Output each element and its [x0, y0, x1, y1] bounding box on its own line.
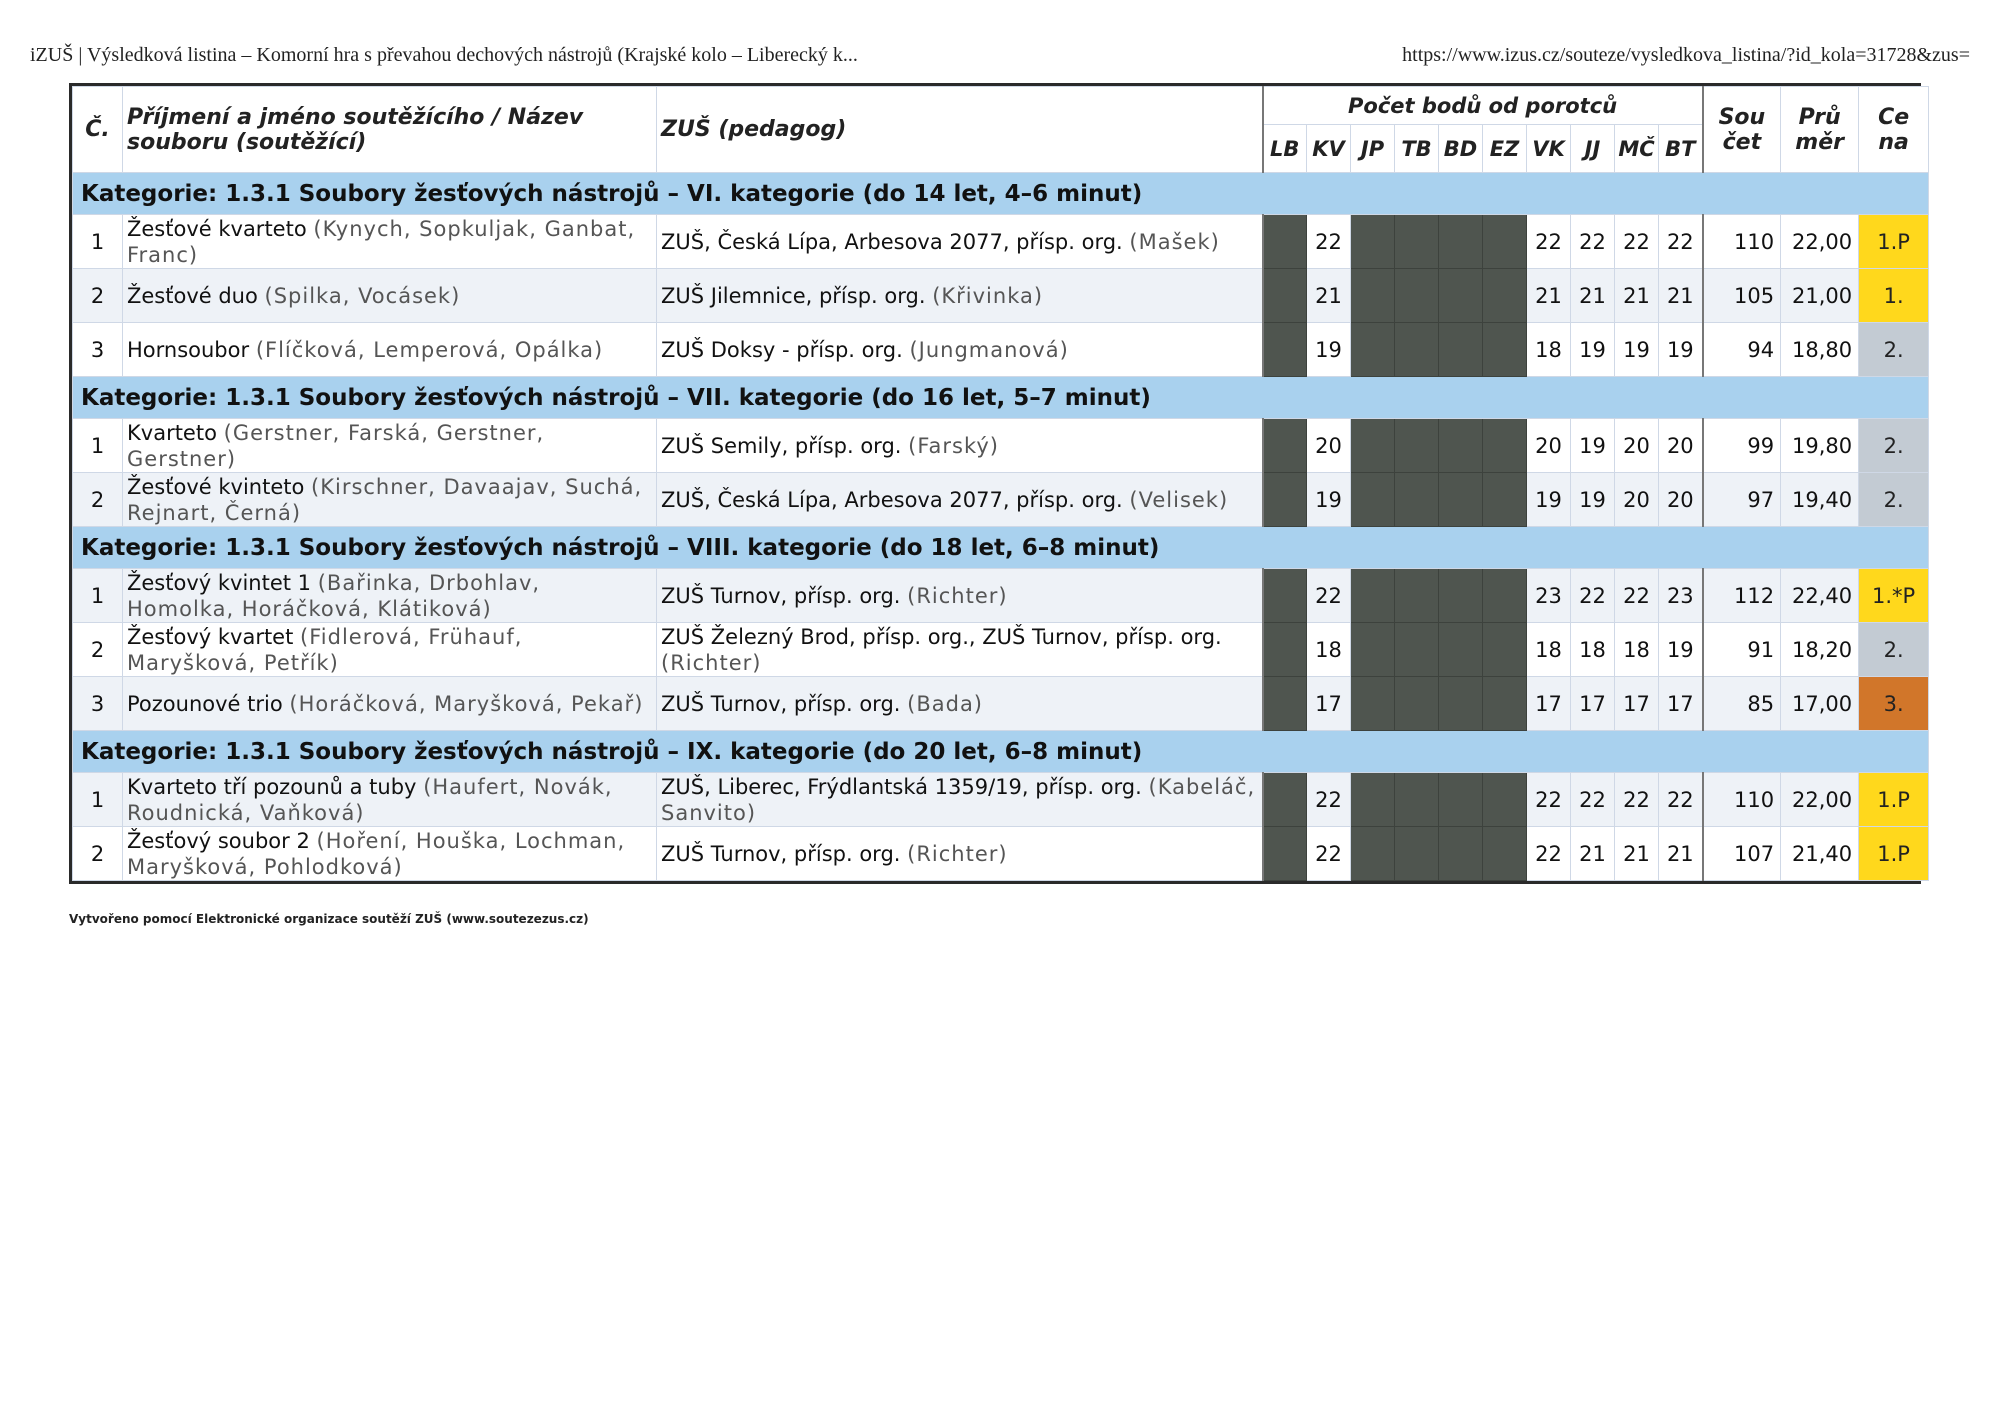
ensemble-members: (Gerstner, Farská, Gerstner, Gerstner) — [127, 420, 545, 471]
juror-score-blank — [1263, 215, 1307, 269]
col-header-jury-group: Počet bodů od porotců — [1263, 87, 1703, 125]
juror-score: 23 — [1659, 569, 1703, 623]
juror-score: 21 — [1615, 827, 1659, 881]
juror-score-blank — [1483, 677, 1527, 731]
juror-score-blank — [1439, 419, 1483, 473]
juror-score-blank — [1351, 773, 1395, 827]
school-name: ZUŠ Doksy - přísp. org. — [661, 337, 903, 362]
col-header-prize: Ce na — [1859, 87, 1929, 173]
prize-badge: 1.P — [1859, 827, 1929, 881]
teacher-name: (Mašek) — [1129, 229, 1220, 254]
score-average: 19,40 — [1781, 473, 1859, 527]
table-body — [73, 173, 1929, 881]
school-cell — [657, 827, 1263, 881]
school-name: ZUŠ, Liberec, Frýdlantská 1359/19, přísp. org. — [661, 774, 1142, 799]
juror-header: BT — [1659, 125, 1703, 173]
juror-score-blank — [1351, 677, 1395, 731]
juror-score-blank — [1263, 623, 1307, 677]
entry-name-cell — [123, 269, 657, 323]
entry-name-cell — [123, 473, 657, 527]
table-row — [73, 323, 1929, 377]
juror-score-blank — [1395, 269, 1439, 323]
category-title: Kategorie: 1.3.1 Soubory žesťových nástrojů – IX. kategorie (do 20 let, 6–8 minut) — [73, 731, 1929, 773]
juror-score: 22 — [1571, 215, 1615, 269]
prize-badge: 2. — [1859, 473, 1929, 527]
entry-number: 1 — [73, 419, 123, 473]
juror-header: MČ — [1615, 125, 1659, 173]
ensemble-name: Žesťový soubor 2 — [127, 828, 310, 853]
juror-score: 22 — [1527, 773, 1571, 827]
prize-badge: 1. — [1859, 269, 1929, 323]
school-name: ZUŠ Jilemnice, přísp. org. — [661, 283, 926, 308]
prize-badge: 2. — [1859, 419, 1929, 473]
ensemble-members: (Spilka, Vocásek) — [264, 283, 461, 308]
score-sum: 112 — [1703, 569, 1781, 623]
juror-score: 19 — [1527, 473, 1571, 527]
score-average: 22,00 — [1781, 773, 1859, 827]
category-row — [73, 731, 1929, 773]
juror-score-blank — [1483, 323, 1527, 377]
entry-name-cell — [123, 773, 657, 827]
juror-score: 17 — [1659, 677, 1703, 731]
ensemble-name: Žesťové kvinteto — [127, 474, 305, 499]
juror-header: JJ — [1571, 125, 1615, 173]
juror-score: 20 — [1615, 473, 1659, 527]
teacher-name: (Richter) — [907, 841, 1008, 866]
juror-score-blank — [1351, 215, 1395, 269]
entry-number: 1 — [73, 215, 123, 269]
school-cell — [657, 419, 1263, 473]
juror-score-blank — [1483, 569, 1527, 623]
prize-badge: 1.P — [1859, 773, 1929, 827]
table-row — [73, 569, 1929, 623]
school-name: ZUŠ, Česká Lípa, Arbesova 2077, přísp. org. — [661, 229, 1123, 254]
ensemble-name: Žesťový kvintet 1 — [127, 570, 312, 595]
table-row — [73, 473, 1929, 527]
ensemble-name: Kvarteto tří pozounů a tuby — [127, 774, 417, 799]
juror-score-blank — [1439, 569, 1483, 623]
score-sum: 97 — [1703, 473, 1781, 527]
juror-score: 21 — [1615, 269, 1659, 323]
juror-score-blank — [1263, 677, 1307, 731]
juror-score: 20 — [1615, 419, 1659, 473]
teacher-name: (Jungmanová) — [909, 337, 1069, 362]
school-name: ZUŠ Turnov, přísp. org. — [661, 583, 901, 608]
juror-score-blank — [1351, 473, 1395, 527]
juror-score: 21 — [1571, 827, 1615, 881]
juror-score-blank — [1395, 623, 1439, 677]
school-cell — [657, 773, 1263, 827]
entry-number: 2 — [73, 623, 123, 677]
score-average: 21,40 — [1781, 827, 1859, 881]
juror-score-blank — [1483, 215, 1527, 269]
juror-score-blank — [1483, 473, 1527, 527]
juror-score-blank — [1439, 677, 1483, 731]
juror-score: 21 — [1659, 827, 1703, 881]
juror-score: 22 — [1571, 773, 1615, 827]
score-average: 21,00 — [1781, 269, 1859, 323]
table-row — [73, 215, 1929, 269]
score-average: 17,00 — [1781, 677, 1859, 731]
prize-badge: 1.*P — [1859, 569, 1929, 623]
teacher-name: (Křivinka) — [932, 283, 1044, 308]
juror-score: 17 — [1307, 677, 1351, 731]
juror-score: 19 — [1307, 473, 1351, 527]
ensemble-name: Žesťové kvarteto — [127, 216, 307, 241]
entry-name-cell — [123, 419, 657, 473]
score-average: 22,40 — [1781, 569, 1859, 623]
juror-header: TB — [1395, 125, 1439, 173]
prize-badge: 3. — [1859, 677, 1929, 731]
juror-score: 18 — [1527, 623, 1571, 677]
entry-name-cell — [123, 215, 657, 269]
ensemble-name: Žesťové duo — [127, 283, 258, 308]
school-cell — [657, 473, 1263, 527]
juror-score: 23 — [1527, 569, 1571, 623]
results-table — [72, 86, 1929, 881]
table-row — [73, 827, 1929, 881]
category-row — [73, 527, 1929, 569]
juror-score: 19 — [1571, 419, 1615, 473]
juror-score-blank — [1263, 773, 1307, 827]
ensemble-name: Pozounové trio — [127, 691, 283, 716]
juror-score: 21 — [1659, 269, 1703, 323]
juror-score: 20 — [1659, 473, 1703, 527]
juror-score: 22 — [1615, 569, 1659, 623]
col-header-school: ZUŠ (pedagog) — [657, 87, 1263, 173]
print-header — [30, 44, 1970, 74]
score-average: 22,00 — [1781, 215, 1859, 269]
juror-header: JP — [1351, 125, 1395, 173]
results-sheet — [69, 83, 1921, 884]
print-header-title: iZUŠ | Výsledková listina – Komorní hra s převahou dechových nástrojů (Krajské kolo – Liberecký k... — [30, 44, 858, 66]
prize-badge: 2. — [1859, 323, 1929, 377]
school-cell — [657, 623, 1263, 677]
score-sum: 91 — [1703, 623, 1781, 677]
juror-score: 22 — [1307, 827, 1351, 881]
juror-score-blank — [1263, 473, 1307, 527]
prize-badge: 2. — [1859, 623, 1929, 677]
school-cell — [657, 323, 1263, 377]
juror-score-blank — [1439, 623, 1483, 677]
juror-score-blank — [1395, 773, 1439, 827]
ensemble-members: (Bařinka, Drbohlav, Homolka, Horáčková, Klátiková) — [127, 570, 541, 621]
ensemble-members: (Kirschner, Davaajav, Suchá, Rejnart, Černá) — [127, 474, 643, 525]
footer-note: Vytvořeno pomocí Elektronické organizace soutěží ZUŠ (www.soutezezus.cz) — [69, 912, 589, 926]
juror-score-blank — [1351, 827, 1395, 881]
juror-score: 19 — [1307, 323, 1351, 377]
juror-score: 17 — [1527, 677, 1571, 731]
juror-score-blank — [1483, 419, 1527, 473]
prize-badge: 1.P — [1859, 215, 1929, 269]
teacher-name: (Kabeláč, Sanvito) — [661, 774, 1256, 825]
juror-header: BD — [1439, 125, 1483, 173]
ensemble-members: (Haufert, Novák, Roudnická, Vaňková) — [127, 774, 613, 825]
score-sum: 105 — [1703, 269, 1781, 323]
juror-score-blank — [1439, 773, 1483, 827]
entry-number: 2 — [73, 473, 123, 527]
juror-score-blank — [1351, 269, 1395, 323]
juror-score: 19 — [1571, 323, 1615, 377]
juror-score-blank — [1263, 323, 1307, 377]
juror-score-blank — [1483, 773, 1527, 827]
school-cell — [657, 215, 1263, 269]
juror-score: 21 — [1527, 269, 1571, 323]
score-sum: 110 — [1703, 215, 1781, 269]
juror-score: 22 — [1527, 827, 1571, 881]
category-title: Kategorie: 1.3.1 Soubory žesťových nástrojů – VI. kategorie (do 14 let, 4–6 minut) — [73, 173, 1929, 215]
juror-score-blank — [1439, 269, 1483, 323]
entry-number: 1 — [73, 569, 123, 623]
juror-score-blank — [1483, 827, 1527, 881]
juror-score: 17 — [1615, 677, 1659, 731]
juror-header: LB — [1263, 125, 1307, 173]
score-average: 18,20 — [1781, 623, 1859, 677]
juror-score: 20 — [1527, 419, 1571, 473]
category-title: Kategorie: 1.3.1 Soubory žesťových nástrojů – VIII. kategorie (do 18 let, 6–8 minut) — [73, 527, 1929, 569]
teacher-name: (Bada) — [907, 691, 984, 716]
juror-score-blank — [1395, 677, 1439, 731]
juror-score: 19 — [1571, 473, 1615, 527]
ensemble-members: (Horáčková, Maryšková, Pekař) — [289, 691, 644, 716]
ensemble-name: Kvarteto — [127, 420, 217, 445]
juror-score-blank — [1439, 323, 1483, 377]
juror-score: 19 — [1615, 323, 1659, 377]
juror-score: 20 — [1659, 419, 1703, 473]
juror-score-blank — [1351, 623, 1395, 677]
school-cell — [657, 677, 1263, 731]
juror-score: 19 — [1659, 323, 1703, 377]
score-average: 18,80 — [1781, 323, 1859, 377]
entry-name-cell — [123, 623, 657, 677]
score-sum: 107 — [1703, 827, 1781, 881]
juror-score: 18 — [1307, 623, 1351, 677]
juror-score: 18 — [1571, 623, 1615, 677]
teacher-name: (Velisek) — [1129, 487, 1229, 512]
school-name: ZUŠ Turnov, přísp. org. — [661, 841, 901, 866]
juror-score: 22 — [1307, 569, 1351, 623]
print-header-url: https://www.izus.cz/souteze/vysledkova_listina/?id_kola=31728&zus= — [1402, 44, 1970, 66]
school-name: ZUŠ Turnov, přísp. org. — [661, 691, 901, 716]
category-row — [73, 173, 1929, 215]
ensemble-members: (Kynych, Sopkuljak, Ganbat, Franc) — [127, 216, 636, 267]
ensemble-name: Žesťový kvartet — [127, 624, 294, 649]
juror-score-blank — [1395, 419, 1439, 473]
score-sum: 94 — [1703, 323, 1781, 377]
table-row — [73, 773, 1929, 827]
category-row — [73, 377, 1929, 419]
juror-score: 19 — [1659, 623, 1703, 677]
table-header — [73, 87, 1929, 173]
school-name: ZUŠ, Česká Lípa, Arbesova 2077, přísp. org. — [661, 487, 1123, 512]
juror-score: 22 — [1527, 215, 1571, 269]
school-name: ZUŠ Železný Brod, přísp. org., ZUŠ Turnov, přísp. org. — [661, 624, 1222, 649]
entry-name-cell — [123, 827, 657, 881]
juror-score-blank — [1395, 215, 1439, 269]
juror-score: 22 — [1615, 215, 1659, 269]
juror-header: EZ — [1483, 125, 1527, 173]
juror-score-blank — [1483, 623, 1527, 677]
category-title: Kategorie: 1.3.1 Soubory žesťových nástrojů – VII. kategorie (do 16 let, 5–7 minut) — [73, 377, 1929, 419]
juror-header: KV — [1307, 125, 1351, 173]
school-name: ZUŠ Semily, přísp. org. — [661, 433, 902, 458]
juror-score-blank — [1395, 473, 1439, 527]
juror-score: 20 — [1307, 419, 1351, 473]
juror-score: 22 — [1615, 773, 1659, 827]
juror-score: 22 — [1659, 773, 1703, 827]
entry-name-cell — [123, 323, 657, 377]
table-row — [73, 269, 1929, 323]
table-row — [73, 677, 1929, 731]
juror-score: 17 — [1571, 677, 1615, 731]
juror-score-blank — [1395, 827, 1439, 881]
ensemble-name: Hornsoubor — [127, 337, 250, 362]
juror-score: 18 — [1527, 323, 1571, 377]
table-row — [73, 623, 1929, 677]
col-header-sum: Sou čet — [1703, 87, 1781, 173]
juror-score: 22 — [1571, 569, 1615, 623]
juror-score: 18 — [1615, 623, 1659, 677]
juror-score-blank — [1439, 215, 1483, 269]
juror-score-blank — [1439, 473, 1483, 527]
entry-number: 1 — [73, 773, 123, 827]
ensemble-members: (Hoření, Houška, Lochman, Maryšková, Pohlodková) — [127, 828, 626, 879]
school-cell — [657, 269, 1263, 323]
juror-score-blank — [1351, 419, 1395, 473]
teacher-name: (Farský) — [908, 433, 999, 458]
juror-score-blank — [1263, 569, 1307, 623]
juror-score-blank — [1263, 827, 1307, 881]
entry-number: 3 — [73, 323, 123, 377]
juror-score: 22 — [1307, 215, 1351, 269]
ensemble-members: (Fidlerová, Frühauf, Maryšková, Petřík) — [127, 624, 523, 675]
score-sum: 99 — [1703, 419, 1781, 473]
juror-score-blank — [1395, 323, 1439, 377]
juror-score: 22 — [1659, 215, 1703, 269]
col-header-name: Příjmení a jméno soutěžícího / Název souboru (soutěžící) — [123, 87, 657, 173]
entry-number: 2 — [73, 827, 123, 881]
school-cell — [657, 569, 1263, 623]
teacher-name: (Richter) — [661, 650, 762, 675]
score-sum: 85 — [1703, 677, 1781, 731]
juror-score-blank — [1263, 269, 1307, 323]
entry-number: 3 — [73, 677, 123, 731]
entry-name-cell — [123, 569, 657, 623]
score-sum: 110 — [1703, 773, 1781, 827]
entry-name-cell — [123, 677, 657, 731]
juror-score-blank — [1263, 419, 1307, 473]
ensemble-members: (Flíčková, Lemperová, Opálka) — [255, 337, 604, 362]
score-average: 19,80 — [1781, 419, 1859, 473]
entry-number: 2 — [73, 269, 123, 323]
juror-score-blank — [1395, 569, 1439, 623]
juror-score-blank — [1351, 323, 1395, 377]
juror-score-blank — [1439, 827, 1483, 881]
table-row — [73, 419, 1929, 473]
teacher-name: (Richter) — [907, 583, 1008, 608]
col-header-avg: Prů měr — [1781, 87, 1859, 173]
col-header-no: Č. — [73, 87, 123, 173]
juror-score: 21 — [1307, 269, 1351, 323]
juror-score: 22 — [1307, 773, 1351, 827]
juror-score-blank — [1351, 569, 1395, 623]
juror-score-blank — [1483, 269, 1527, 323]
juror-header: VK — [1527, 125, 1571, 173]
juror-score: 21 — [1571, 269, 1615, 323]
